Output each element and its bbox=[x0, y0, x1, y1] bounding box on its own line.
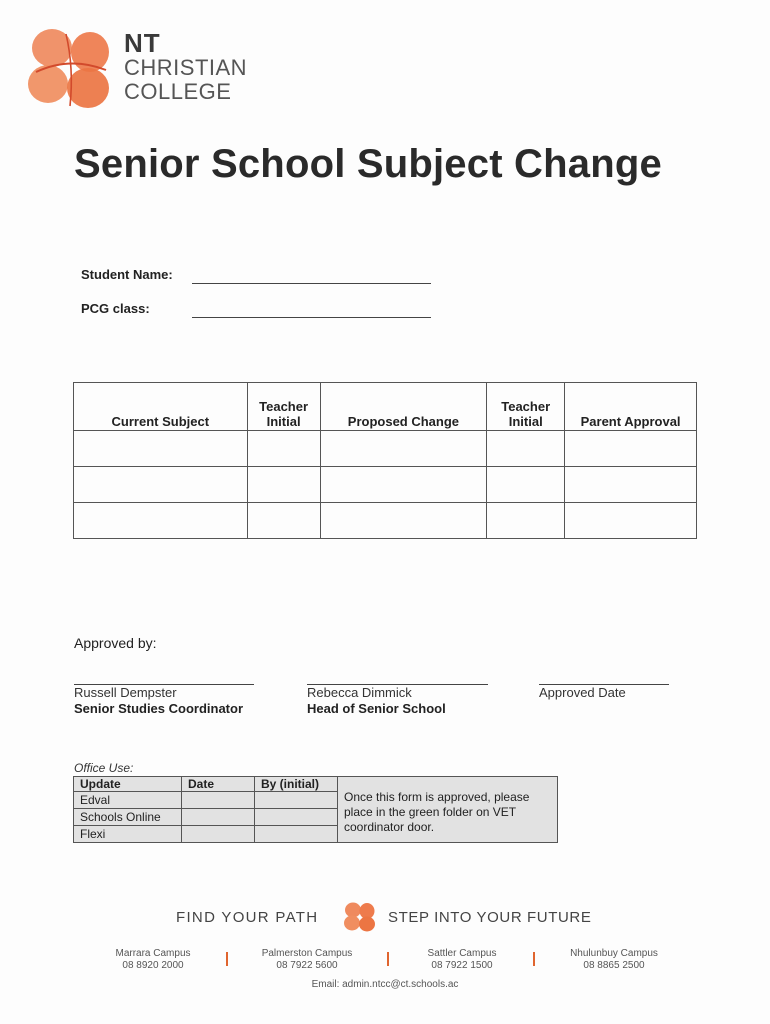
office-use-caption: Office Use: bbox=[74, 761, 134, 775]
campus-separator bbox=[226, 952, 228, 966]
teacher-initial-cell[interactable] bbox=[247, 503, 320, 539]
campus-sattler bbox=[407, 948, 517, 972]
teacher-initial-cell[interactable] bbox=[487, 467, 565, 503]
coordinator-name: Russell Dempster bbox=[74, 685, 177, 700]
current-subject-cell[interactable] bbox=[74, 503, 248, 539]
office-date-cell[interactable] bbox=[182, 809, 255, 826]
teacher-initial-cell[interactable] bbox=[487, 431, 565, 467]
pcg-class-label: PCG class: bbox=[81, 301, 150, 316]
office-row-label: Flexi bbox=[74, 826, 182, 843]
campus-nhulunbuy bbox=[559, 948, 669, 972]
office-initial-cell[interactable] bbox=[255, 792, 338, 809]
office-header-row bbox=[74, 777, 558, 792]
table-row bbox=[74, 467, 697, 503]
campus-name: Marrara Campus bbox=[115, 948, 191, 959]
logo-wordmark bbox=[124, 30, 247, 104]
office-use-table bbox=[73, 776, 558, 843]
office-row-label: Schools Online bbox=[74, 809, 182, 826]
parent-approval-cell[interactable] bbox=[565, 503, 697, 539]
tagline-step-into-future: STEP INTO YOUR FUTURE bbox=[388, 909, 592, 926]
office-initial-cell[interactable] bbox=[255, 809, 338, 826]
campus-phone: 08 8920 2000 bbox=[122, 960, 184, 971]
logo-college: COLLEGE bbox=[124, 79, 232, 104]
campus-palmerston bbox=[252, 948, 362, 972]
approved-date-label: Approved Date bbox=[539, 685, 626, 700]
office-header-by: By (initial) bbox=[255, 777, 338, 792]
flower-logo-icon bbox=[343, 901, 377, 933]
footer-email[interactable]: Email: admin.ntcc@ct.schools.ac bbox=[311, 979, 459, 990]
pcg-class-field[interactable] bbox=[192, 316, 431, 318]
parent-approval-cell[interactable] bbox=[565, 467, 697, 503]
table-header-row bbox=[74, 383, 697, 431]
student-name-field[interactable] bbox=[192, 282, 431, 284]
page-title: Senior School Subject Change bbox=[74, 142, 662, 186]
campus-separator bbox=[387, 952, 389, 966]
header-teacher-initial-2: Teacher Initial bbox=[487, 383, 565, 431]
campus-phone: 08 8865 2500 bbox=[583, 960, 645, 971]
proposed-change-cell[interactable] bbox=[320, 431, 487, 467]
coordinator-role: Senior Studies Coordinator bbox=[74, 701, 244, 716]
campus-separator bbox=[533, 952, 535, 966]
campus-marrara bbox=[98, 948, 208, 972]
campus-phone: 08 7922 1500 bbox=[431, 960, 493, 971]
header-teacher-initial: Teacher Initial bbox=[247, 383, 320, 431]
college-logo bbox=[26, 26, 266, 110]
office-note: Once this form is approved, please place in the green folder on VET coordinator door. bbox=[338, 777, 558, 843]
table-row bbox=[74, 503, 697, 539]
office-initial-cell[interactable] bbox=[255, 826, 338, 843]
campus-name: Sattler Campus bbox=[427, 948, 497, 959]
head-name: Rebecca Dimmick bbox=[307, 685, 412, 700]
approved-by-heading: Approved by: bbox=[74, 635, 157, 651]
campus-name: Palmerston Campus bbox=[261, 948, 353, 959]
office-header-update: Update bbox=[74, 777, 182, 792]
table-row bbox=[74, 431, 697, 467]
logo-nt: NT bbox=[124, 28, 161, 58]
teacher-initial-cell[interactable] bbox=[247, 431, 320, 467]
teacher-initial-cell[interactable] bbox=[247, 467, 320, 503]
proposed-change-cell[interactable] bbox=[320, 467, 487, 503]
header-proposed-change: Proposed Change bbox=[320, 383, 487, 431]
subject-change-table bbox=[73, 382, 697, 539]
head-role: Head of Senior School bbox=[307, 701, 446, 716]
campus-phone: 08 7922 5600 bbox=[276, 960, 338, 971]
flower-logo-icon bbox=[26, 26, 116, 110]
teacher-initial-cell[interactable] bbox=[487, 503, 565, 539]
current-subject-cell[interactable] bbox=[74, 467, 248, 503]
student-name-label: Student Name: bbox=[81, 267, 173, 282]
office-date-cell[interactable] bbox=[182, 792, 255, 809]
header-current-subject: Current Subject bbox=[74, 383, 248, 431]
current-subject-cell[interactable] bbox=[74, 431, 248, 467]
logo-christian: CHRISTIAN bbox=[124, 55, 248, 80]
proposed-change-cell[interactable] bbox=[320, 503, 487, 539]
office-row-label: Edval bbox=[74, 792, 182, 809]
campus-name: Nhulunbuy Campus bbox=[570, 948, 658, 959]
office-header-date: Date bbox=[182, 777, 255, 792]
tagline-find-your-path: FIND YOUR PATH bbox=[176, 909, 319, 926]
header-parent-approval: Parent Approval bbox=[565, 383, 697, 431]
office-date-cell[interactable] bbox=[182, 826, 255, 843]
parent-approval-cell[interactable] bbox=[565, 431, 697, 467]
